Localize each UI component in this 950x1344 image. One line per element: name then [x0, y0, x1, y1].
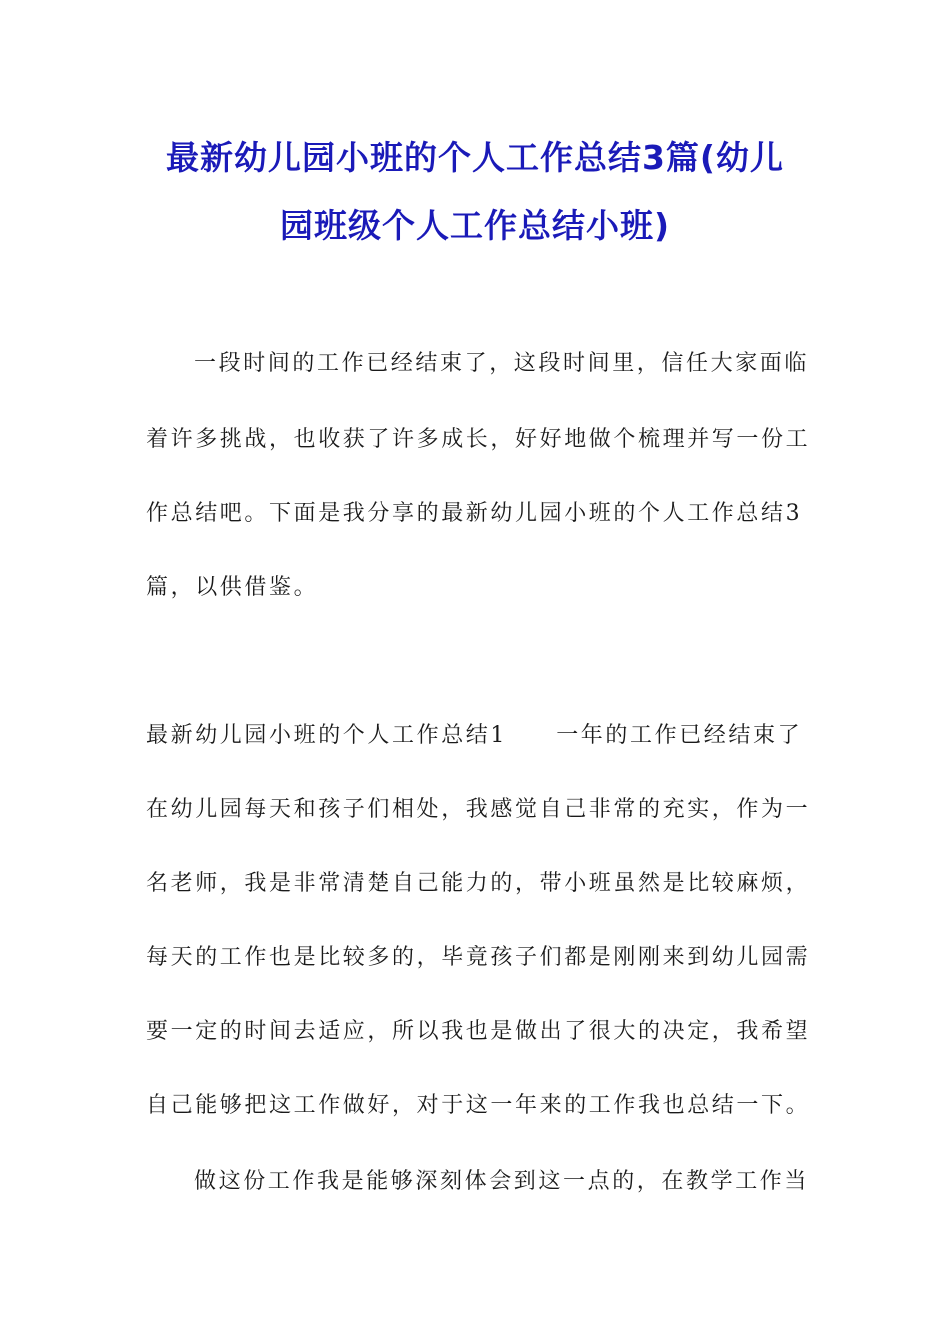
intro-line-2: 着许多挑战，也收获了许多成长，好好地做个梳理并写一份工 [146, 427, 811, 452]
section1-line-2: 在幼儿园每天和孩子们相处，我感觉自己非常的充实，作为一 [146, 797, 811, 822]
section1-line-4: 每天的工作也是比较多的，毕竟孩子们都是刚刚来到幼儿园需 [146, 945, 811, 970]
intro-line-4: 篇，以供借鉴。 [146, 575, 319, 600]
document-title-line-1: 最新幼儿园小班的个人工作总结3篇(幼儿 [165, 138, 785, 177]
document-title-line-2: 园班级个人工作总结小班) [279, 206, 671, 245]
section1-line-3: 名老师，我是非常清楚自己能力的，带小班虽然是比较麻烦， [146, 871, 811, 896]
intro-line-1: 一段时间的工作已经结束了，这段时间里，信任大家面临 [194, 351, 810, 376]
intro-line-3: 作总结吧。下面是我分享的最新幼儿园小班的个人工作总结3 [146, 501, 803, 526]
section1-line-1: 最新幼儿园小班的个人工作总结1 一年的工作已经结束了 [146, 723, 803, 748]
section1-line-5: 要一定的时间去适应，所以我也是做出了很大的决定，我希望 [146, 1019, 811, 1044]
paragraph3-line-1: 做这份工作我是能够深刻体会到这一点的，在教学工作当 [194, 1169, 810, 1194]
section1-line-6: 自己能够把这工作做好，对于这一年来的工作我也总结一下。 [146, 1093, 811, 1118]
